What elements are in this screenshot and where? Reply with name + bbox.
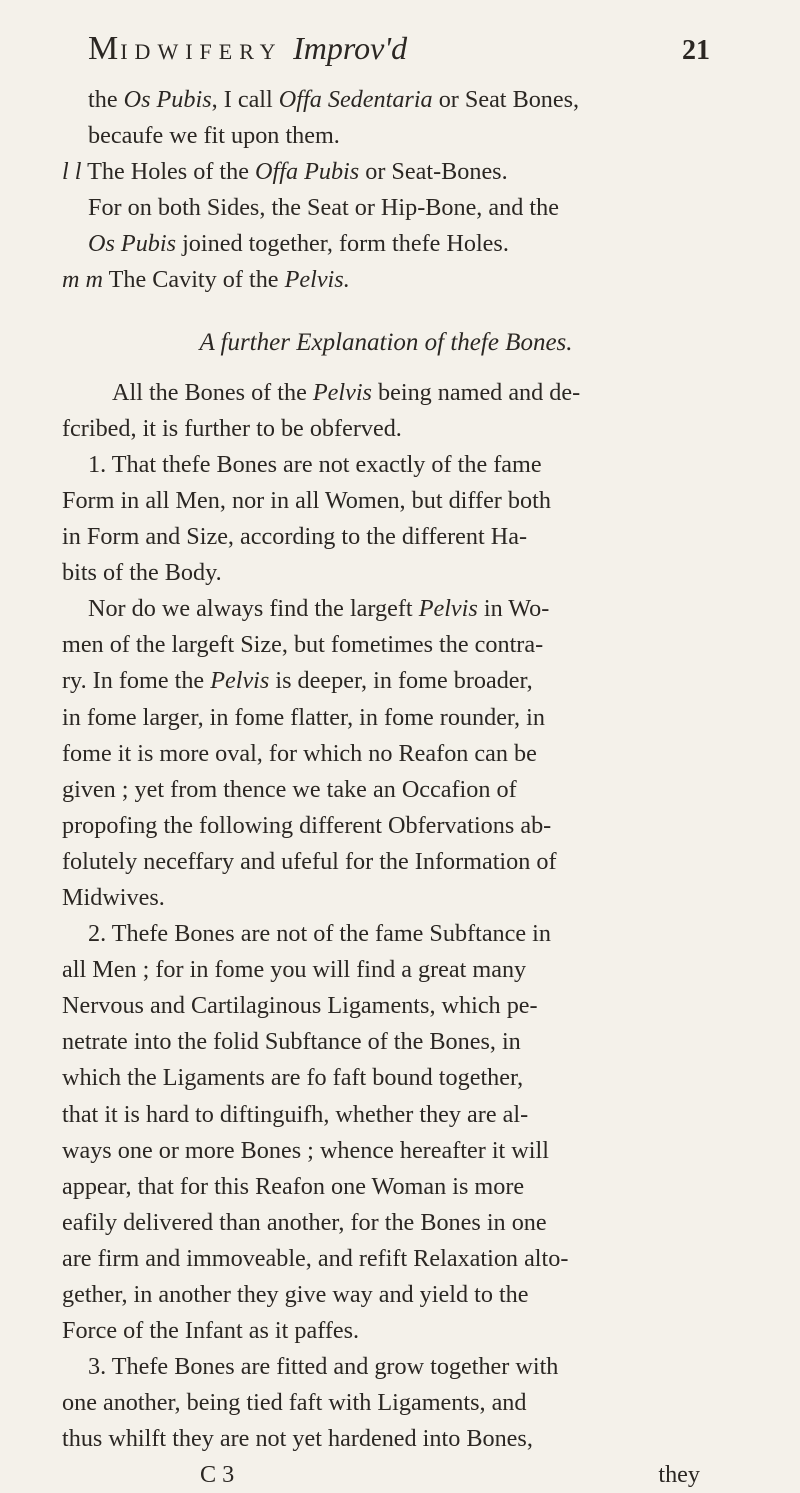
text-run: netrate into the folid Subftance of the Bones, in [62, 1028, 521, 1056]
text-line [62, 1205, 710, 1241]
text-run: Nor do we always find the largeft [88, 595, 419, 623]
text-run: Force of the Infant as it paffes. [62, 1317, 360, 1345]
text-run: given ; yet from thence we take an Occafion of [62, 775, 517, 803]
text-line [62, 226, 710, 262]
text-run: in Wo- [477, 595, 550, 623]
text-run: bits of the Body. [62, 559, 222, 587]
text-line [62, 627, 710, 663]
text-run: the [88, 86, 124, 113]
text-line [62, 555, 710, 591]
text-line [62, 1385, 710, 1421]
main-paragraph [62, 375, 710, 1458]
text-run: ry. In fome the [62, 667, 211, 695]
page-footer [62, 1457, 710, 1493]
running-title: MIDWIFERY Improv'd [88, 30, 408, 67]
text-run: all Men ; for in fome you will find a great many [62, 956, 527, 984]
text-run: is deeper, in fome broader, [269, 667, 533, 695]
text-line [62, 1241, 710, 1277]
italic-text: Os Pubis [123, 86, 212, 113]
text-line [62, 988, 710, 1024]
text-line [62, 1169, 710, 1205]
text-line [62, 1024, 710, 1060]
text-run: in fome larger, in fome flatter, in fome rounder, in [62, 703, 545, 731]
italic-text: Offa Sedentaria [278, 86, 433, 113]
text-run: being named and de- [371, 378, 581, 406]
text-line [62, 1421, 710, 1457]
text-run: Nervous and Cartilaginous Ligaments, which pe- [62, 992, 538, 1020]
text-run: fome it is more oval, for which no Reafon can be [62, 739, 537, 767]
text-run: one another, being tied faft with Ligaments, and [62, 1389, 527, 1417]
text-line [62, 82, 710, 118]
text-line [62, 1313, 710, 1349]
text-run: in Form and Size, according to the different Ha- [62, 523, 528, 551]
italic-text: Pelvis. [284, 266, 350, 294]
text-run: folutely neceffary and ufeful for the Information of [62, 847, 557, 875]
text-line [62, 190, 710, 226]
text-run: or Seat Bones, [432, 86, 580, 113]
text-run: 1. That thefe Bones are not exactly of the fame [88, 450, 542, 478]
text-line [62, 736, 710, 772]
italic-text: l l [62, 158, 82, 186]
text-run: ways one or more Bones ; whence hereafter it will [62, 1136, 549, 1164]
text-run: propofing the following different Obfervations ab- [62, 811, 552, 839]
body-text [62, 82, 710, 1457]
text-line [62, 772, 710, 808]
text-line [62, 844, 710, 880]
text-line [62, 154, 710, 190]
text-line [62, 375, 710, 411]
text-line [62, 519, 710, 555]
figure-legend [62, 82, 710, 299]
text-run: The Holes of the [81, 158, 256, 186]
text-run: All the Bones of the [112, 378, 313, 406]
text-line [62, 1133, 710, 1169]
italic-text: Pelvis [418, 595, 478, 623]
text-line [62, 262, 710, 298]
text-run: fcribed, it is further to be obferved. [62, 414, 402, 442]
text-line [62, 916, 710, 952]
text-line [62, 880, 710, 916]
text-line [62, 1349, 710, 1385]
text-line [62, 952, 710, 988]
text-run: joined together, form thefe Holes. [176, 230, 509, 258]
text-run: Form in all Men, nor in all Women, but differ both [62, 486, 551, 514]
text-run: gether, in another they give way and yield to the [62, 1281, 529, 1308]
text-run: men of the largeft Size, but fometimes the contra- [62, 631, 544, 659]
text-run: thus whilft they are not yet hardened into Bones, [62, 1425, 533, 1453]
text-run: The Cavity of the [102, 266, 285, 294]
catchword: they [658, 1461, 700, 1489]
italic-text: m m [62, 266, 103, 294]
text-line [62, 591, 710, 627]
text-run: that it is hard to diftinguifh, whether they are al- [62, 1100, 529, 1128]
text-line [62, 447, 710, 483]
italic-text: Offa Pubis [255, 158, 360, 186]
italic-text: Pelvis [312, 378, 372, 406]
italic-text: Pelvis [210, 667, 270, 695]
text-line [62, 483, 710, 519]
page-number: 21 [682, 35, 710, 66]
text-line [62, 700, 710, 736]
text-line [62, 808, 710, 844]
text-run: 3. Thefe Bones are fitted and grow together with [88, 1353, 559, 1381]
text-run: Midwives. [62, 883, 165, 911]
signature-mark: C 3 [200, 1461, 235, 1489]
italic-text: Os Pubis [88, 230, 177, 258]
section-title: A further Explanation of thefe Bones. [199, 328, 573, 356]
text-run: which the Ligaments are fo faft bound together, [62, 1064, 524, 1092]
text-run: becaufe we fit upon them. [88, 122, 340, 150]
text-run: 2. Thefe Bones are not of the fame Subftance in [88, 920, 551, 948]
text-run: appear, that for this Reafon one Woman is more [62, 1172, 525, 1200]
text-line [62, 118, 710, 154]
text-line [62, 1097, 710, 1133]
text-line [62, 1060, 710, 1096]
text-run: are firm and immoveable, and refift Relaxation alto- [62, 1244, 569, 1272]
text-run: , I call [211, 86, 279, 113]
text-run: or Seat-Bones. [359, 158, 508, 186]
text-line [62, 1277, 710, 1313]
running-header [62, 30, 710, 82]
text-line [62, 411, 710, 447]
text-run: For on both Sides, the Seat or Hip-Bone, and the [88, 194, 559, 222]
text-run: eafily delivered than another, for the Bones in one [62, 1208, 547, 1236]
text-line [62, 663, 710, 699]
